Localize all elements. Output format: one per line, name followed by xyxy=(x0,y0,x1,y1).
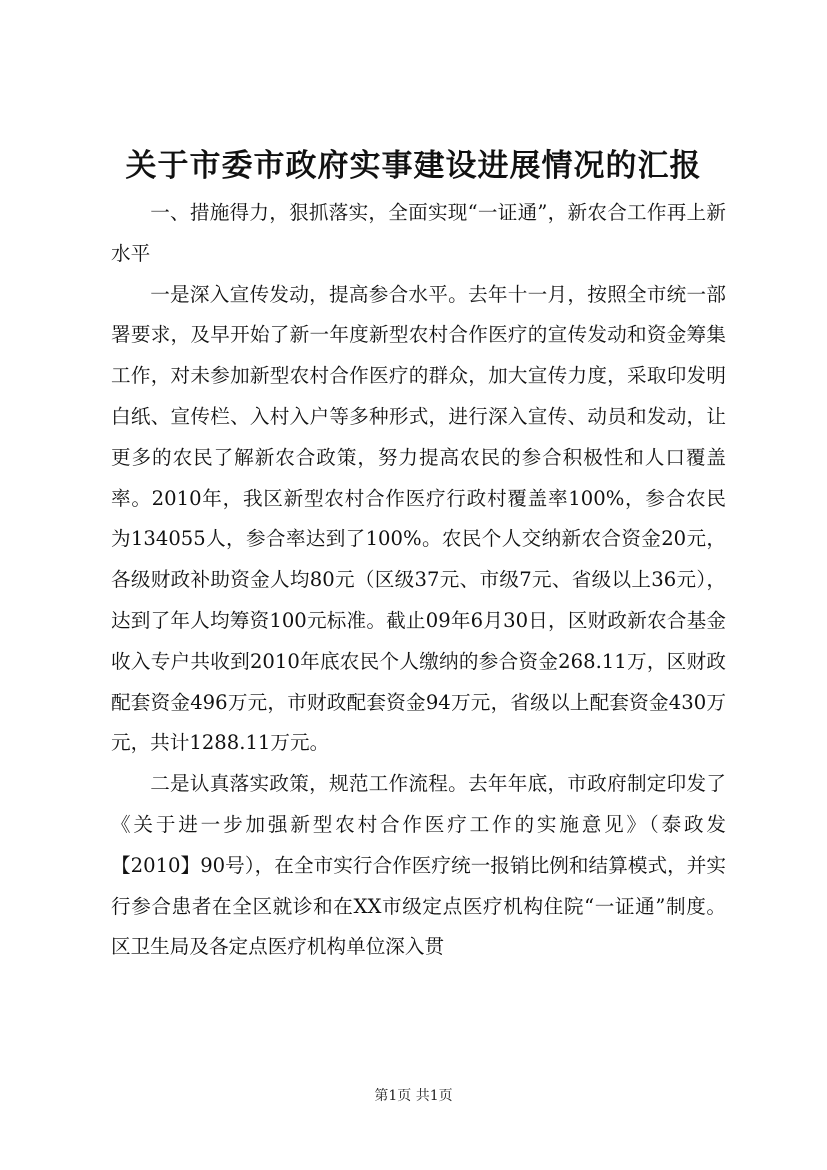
section-heading: 一、措施得力，狠抓落实，全面实现“一证通”，新农合工作再上新水平 xyxy=(111,201,726,265)
page-footer: 第1页 共1页 xyxy=(374,1088,453,1104)
document-title: 关于市委市政府实事建设进展情况的汇报 xyxy=(125,148,702,184)
paragraph: 二是认真落实政策，规范工作流程。去年年底，市政府制定印发了《关于进一步加强新型农村合作医疗工作的实施意见》（泰政发【2010】90号），在全市实行合作医疗统一报销比例和结算模式，并实行参合患者在全区就诊和在XX市级定点医疗机构住院“一证通”制度。区卫生局及各定点医疗机构单位深入贯 xyxy=(111,772,726,959)
paragraph: 一是深入宣传发动，提高参合水平。去年十一月，按照全市统一部署要求，及早开始了新一年度新型农村合作医疗的宣传发动和资金筹集工作，对未参加新型农村合作医疗的群众，加大宣传力度，采取印发明白纸、宣传栏、入村入户等多种形式，进行深入宣传、动员和发动，让更多的农民了解新农合政策，努力提高农民的参合积极性和人口覆盖率。2010年，我区新型农村合作医疗行政村覆盖率100%，参合农民为134055人，参合率达到了100%。农民个人交纳新农合资金20元，各级财政补助资金人均80元（区级37元、市级7元、省级以上36元），达到了年人均筹资100元标准。截止09年6月30日，区财政新农合基金收入专户共收到2010年底农民个人缴纳的参合资金268.11万，区财政配套资金496万元，市财政配套资金94万元，省级以上配套资金430万元，共计1288.11万元。 xyxy=(111,282,726,755)
document-body xyxy=(111,193,726,968)
